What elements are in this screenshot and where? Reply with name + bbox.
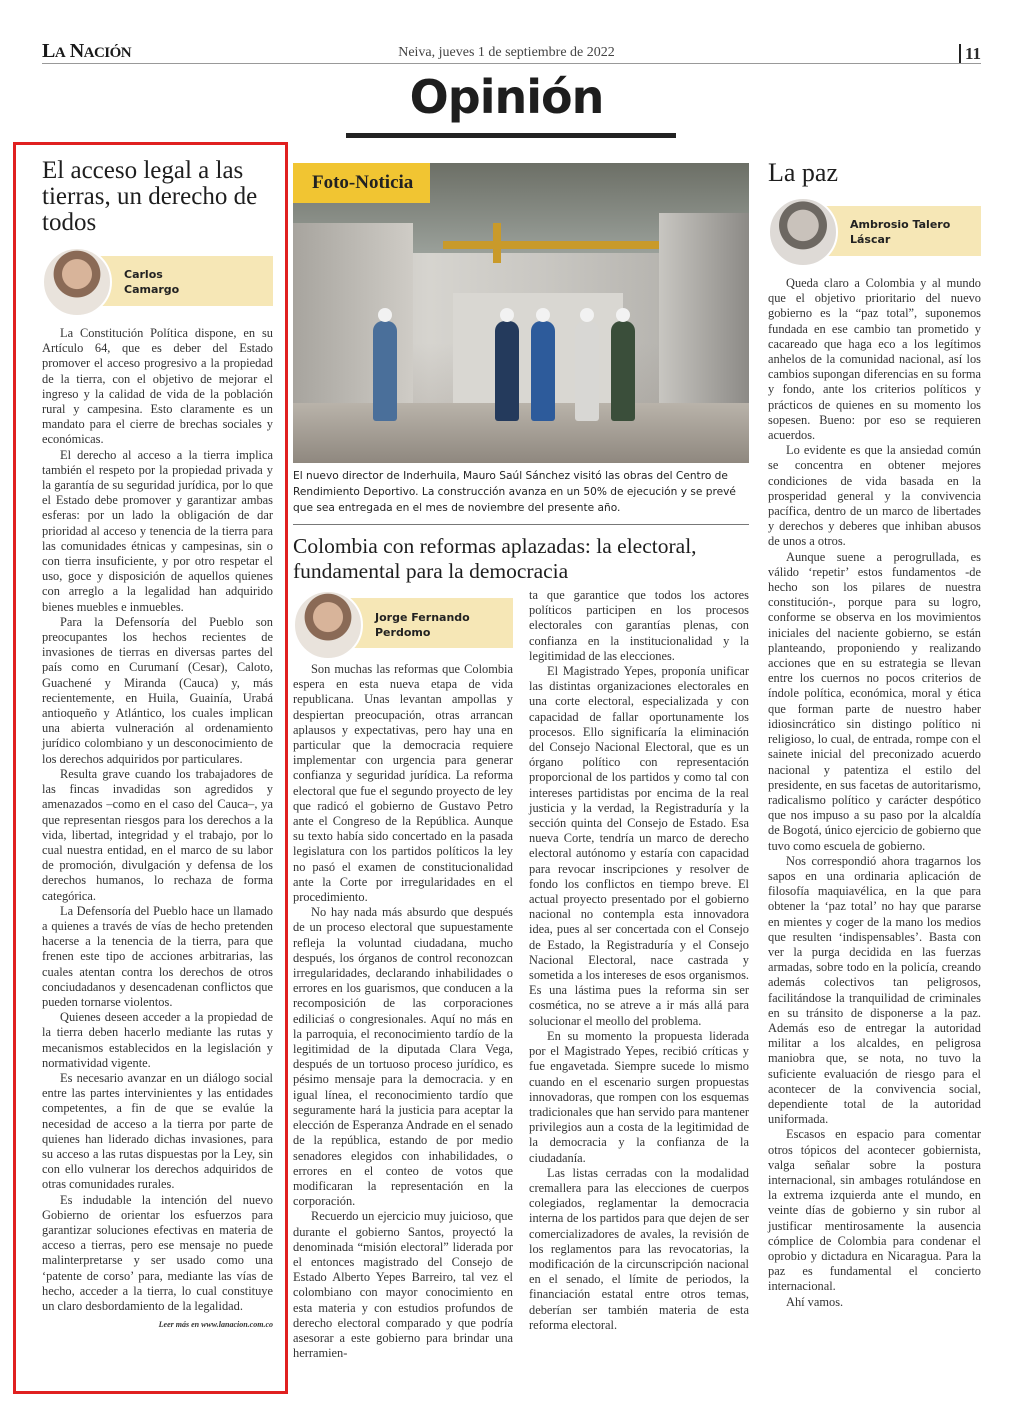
paragraph: Queda claro a Colombia y al mundo que el objetivo prioritario del nuevo gobierno es la “paz total”, suponemos fundada en ese cambio tan prometido y cacareado que haga eco a los legítimos anhelos de la comunidad nacional, así los cambios supongan diferencias en su forma y fondo, ante los criterios políticos y prácticos de quienes en su momento los sopesen. Bueno: por eso se requieren acuerdos.: [768, 276, 981, 443]
photo-caption: El nuevo director de Inderhuila, Mauro Saúl Sánchez visitó las obras del Centro de Rendimiento Deportivo. La construcción avanza en un 50% de ejecución y se prevé que sea entregada en el mes de noviembre del presente año.: [293, 470, 736, 514]
left-article: [42, 158, 273, 1329]
author-name: [124, 267, 179, 297]
column-divider: [293, 524, 749, 525]
paragraph: La Defensoría del Pueblo hace un llamado a quienes a través de vías de hecho pretenden hacerse a la tenencia de la tierra, para que frenen este tipo de acciones arbitrarias, las cuales atentan contra los derechos de otros conciudadanos y desencadenan conflictos que pueden tornarse violentos.: [42, 903, 273, 1009]
article-text: [529, 588, 749, 1333]
author-first-name: Carlos: [124, 268, 163, 281]
article-body: [768, 276, 981, 1310]
paragraph: La Constitución Política dispone, en su Artículo 64, que es deber del Estado promover el acceso progresivo a la propiedad de la tierra, con el objetivo de mejorar el ingreso y la calidad de vida de la población rural y campesina. Esto claramente es un mandato para el cierre de brechas sociales y económicas.: [42, 326, 273, 447]
paragraph: Es necesario avanzar en un diálogo social entre las partes intervinientes y las entidades competentes, a fin de que se evalúe la necesidad de acceso a la tierra por parte de quienes han liderado dichas invasiones, para su acceso a las rutas dispuestas por la Ley, sin con ello vulnerar los derechos adquiridos de otras comunidades rurales.: [42, 1070, 273, 1192]
photo-person: [611, 321, 635, 421]
article-body: [42, 326, 273, 1314]
paragraph: Para la Defensoría del Pueblo son preocupantes los hechos recientes de invasiones de tierras en diversas partes del país como en Curumaní (Cesar), Caloto, Guachené y Miranda (Cauca) y, más recientemente, en Huila, Guainía, Urabá antioqueño y Atlántico, los cuales implican una abierta vulneración al ordenamiento jurídico colombiano y un desconocimiento de los derechos adquiridos por particulares.: [42, 614, 273, 766]
paragraph: Quienes deseen acceder a la propiedad de la tierra deben hacerlo mediante las rutas y mecanismos establecidos en la legislación y normatividad vigente.: [42, 1010, 273, 1070]
photo-floor: [293, 403, 749, 463]
photo-person: [495, 321, 519, 421]
photo-person: [531, 321, 555, 421]
paragraph: Recuerdo un ejercicio muy juicioso, que durante el gobierno Santos, proyectó la denominada “misión electoral” liderada por el entonces magistrado del Consejo de Estado Alberto Yepes Barreiro, tal vez el colombiano con mayor conocimiento en esta materia y con estudios profundos de derecho electoral comparado y que podría asesorar a este gobierno para brindar una herramien-: [293, 1209, 513, 1361]
author-name: [850, 217, 950, 247]
author-last-name: Láscar: [850, 233, 891, 246]
photo-helmet: [536, 308, 550, 322]
paragraph: Son muchas las reformas que Colombia espera en esta nueva etapa de vida republicana. Unas levantan ampollas y despiertan preocupación, otras arrancan aplausos y expectativas, pero hay una en particular que la democracia requiere implementar con urgencia para generar confianza y seguridad jurídica. La reforma electoral que fue el segundo proyecto de ley que radicó el gobierno de Gustavo Petro ante el Congreso de la República. Aunque su texto había sido concertado en la pasada legislatura con los partidos políticos la ley no pasó el examen de constitucionalidad ante la Corte por irregularidades en el procedimiento.: [293, 662, 513, 905]
paragraph: No hay nada más absurdo que después de un proceso electoral que supuestamente refleja la voluntad ciudadana, mucho después, los órganos de control reconozcan irregularidades, declarando inhabilidades o errores en los guarismos, que conducen a la recomposición de las corporaciones ediliciaś o congresionales. Aquí no más en la parroquia, el reconocimiento tardío de la legitimidad de la diputada Clara Vega, después de un tortuoso proceso jurídico, es pésimo mensaje para la democracia. y en igual línea, el reconocimiento tardío que seguramente hará la justicia para aceptar la elección de Esperanza Andrade en el senado de la república, estando de por medio senadores elegidos con inhabilidades, o errores en el conteo de votos que modificaran la representación en la corporación.: [293, 905, 513, 1209]
masthead-divider: [42, 63, 981, 64]
paragraph: Nos correspondió ahora tragarnos los sapos en una ordinaria aplicación de filosofía maquiavélica, en la que para obtener la ‘paz total’ no hay que pararse en mientes y coger de la mano los medios que resulten ‘indispensables’. Basta con ver la purga decidida en las fuerzas armadas, sobre todo en la policía, creando además colectivos tan peligrosos, facilitándose la tranquilidad de criminales en su tránsito de disponerse a la paz. Además eso de entregar la autoridad militar a los alcaldes, en peligrosa maniobra que, se nota, no tuvo la suficiente evaluación de riesgo para el acontecer de la convivencia social, dependiente total de la autoridad uniformada.: [768, 853, 981, 1127]
author-name: [375, 610, 470, 640]
photo-helmet: [616, 308, 630, 322]
right-article: [768, 158, 981, 1310]
paragraph: El Magistrado Yepes, proponía unificar las distintas organizaciones electorales en una corte electoral, especializada y con capacidad de fallar oportunamente los procesos. Ello significaría la eliminación del Consejo Nacional Electoral, que es un órgano político con representación proporcional de los partidos y como tal con intereses partidistas por encima de la real justicia y la verdad, la Registraduría y la sección quinta del Consejo de Estado. Esa nueva Corte, tendría un marco de derecho electoral autónomo y estaría con capacidad para revocar inscripciones y resolver de fondo los conflictos en tiempo breve. El actual proyecto presentado por el gobierno nacional no contempla esta innovadora idea, pues al ser concertada con el Consejo de Estado, la Registraduría y el Consejo Nacional Electoral, nace castrada y sometida a los intereses de esos organismos. Es una lástima pues la reforma sin ser cosmética, no se atreve a ir más allá para solucionar el meollo del problema.: [529, 664, 749, 1028]
article-body: [293, 588, 749, 1378]
article-text: [293, 662, 513, 1361]
author-first-name: Jorge Fernando: [375, 611, 470, 624]
photo-helmet: [378, 308, 392, 322]
photo-helmet: [580, 308, 594, 322]
section-title: Opinión: [409, 70, 604, 124]
author-avatar: [42, 247, 112, 317]
paragraph: En su momento la propuesta liderada por el Magistrado Yepes, recibió críticas y fue engavetada. Siempre sucede lo mismo cuando en el escenario surgen propuestas innovadoras, que rompen con los esquemas tradicionales que han servido para mantener privilegios aun a costa de la legitimidad de la democracia y la confianza de la ciudadanía.: [529, 1028, 749, 1165]
author-byline: [293, 588, 513, 662]
paragraph: Las listas cerradas con la modalidad cremallera para las elecciones de cuerpos colegiados, reglamentar la democracia interna de los partidos para que dejen de ser comercializadores de avales, la revisión de los reglamentos para las revocatorias, la modificación de la circunscripción nacional en el senado, el límite de periodos, la financiación estatal entre otros temas, deberían ser también materia de esta reforma electoral.: [529, 1165, 749, 1332]
page-number: 11: [959, 44, 981, 64]
photo-pipe: [493, 223, 501, 263]
read-more-link[interactable]: Leer más en www.lanacion.com.co: [158, 1320, 273, 1330]
paragraph: El derecho al acceso a la tierra implica también el respeto por la propiedad privada y la garantía de su seguridad jurídica, por lo que el Estado debe promover y garantizar ambas esferas: por un lado la obligación de dar prioridad al acceso y tenencia de la tierra para las comunidades étnicas y campesinas, sin o con tierra insuficiente, y por otro respetar el uso, goce y disposición de aquellos quienes con arreglo a la legalidad han adquirido bienes muebles e inmuebles.: [42, 447, 273, 614]
photo-news-tag: Foto-Noticia: [293, 163, 430, 203]
author-first-name: Ambrosio Talero: [850, 218, 951, 231]
photo-pipe: [443, 241, 683, 249]
paragraph: Aunque suene a perogrullada, es válido ‘repetir’ estos fundamentos -de hecho son los pilares de nuestra constitución-, porque para su logro, conforme se observa en los movimientos iniciales del naciente gobierno, se están planteando, proponiendo y realizando acciones que en su estrategia se llevan entre los cuernos no pocos criterios de índole política, económica, moral y ética que forman parte de nuestro haber idiosincrático sin distingo político ni religioso, lo cual, de entrada, rompe con el sainete inicial del preconizado acuerdo nacional y patentiza el estilo del presidente, en sus facetas de autoritarismo, radicalismo político y carácter despótico que nos impuso a su paso por la alcaldía de Bogotá, único ejercicio de gobierno que tuvo como escuela de gobierno.: [768, 549, 981, 853]
paragraph: Escasos en espacio para comentar otros tópicos del acontecer gobiernista, valga señalar sobre la postura internacional, sin ambages rotulándose en la extrema izquierda ante el mundo, en veinte días de gobierno y sin rubor al justificar mentirosamente la ausencia cómplice de Colombia para condenar el oprobio y dictadura en Nicaragua. Para la paz es fundamental el concierto internacional.: [768, 1127, 981, 1294]
paragraph: Lo evidente es que la ansiedad común se concentra en obtener mejores condiciones de vida basada en la prosperidad general y la convivencia pacífica, dentro de un marco de libertades y derechos y deberes que inhiban abusos de unos a otros.: [768, 443, 981, 549]
author-avatar: [768, 197, 838, 267]
paragraph: Es indudable la intención del nuevo Gobierno de orientar los esfuerzos para garantizar soluciones efectivas en materia de acceso a tierras, pero ese mensaje no puede malinterpretarse y ser usado como una ‘patente de corso’ para, mediante las vías de hecho, acceder a la tierra, lo cual constituye un claro desbordamiento de la legalidad.: [42, 1192, 273, 1313]
author-avatar: [293, 590, 363, 660]
author-byline: [42, 246, 273, 318]
news-photo: [293, 163, 749, 463]
author-last-name: Camargo: [124, 283, 180, 296]
article-headline: El acceso legal a las tierras, un derecho de todos: [42, 157, 258, 236]
middle-column: [293, 163, 749, 1378]
paragraph: ta que garantice que todos los actores políticos participen en los procesos electorales con garantías plenas, con confianza en la institucionalidad y la legitimidad de las elecciones.: [529, 588, 749, 663]
author-byline: [768, 196, 981, 268]
text-column: [293, 588, 513, 1361]
article-headline: Colombia con reformas aplazadas: la electoral, fundamental para la democracia: [293, 534, 697, 583]
article-headline: La paz: [768, 158, 839, 187]
paragraph: Resulta grave cuando los trabajadores de las fincas invadidas son agredidos y amenazados –como en el caso del Cauca–, ya que representan riesgos para los derechos a la vida, libertad, integridad y el trabajo, por lo cual nuestra entidad, en el marco de su labor de promoción, divulgación y defensa de los derechos humanos, lo rechaza de forma categórica.: [42, 766, 273, 903]
dateline: Neiva, jueves 1 de septiembre de 2022: [398, 45, 615, 60]
paragraph: Ahí vamos.: [786, 1294, 844, 1309]
photo-person: [575, 321, 599, 421]
photo-helmet: [500, 308, 514, 322]
photo-person: [373, 321, 397, 421]
newspaper-logo: LA NACIÓN: [42, 40, 132, 62]
section-divider: [346, 133, 676, 138]
text-column: [529, 588, 749, 1333]
author-last-name: Perdomo: [375, 626, 431, 639]
